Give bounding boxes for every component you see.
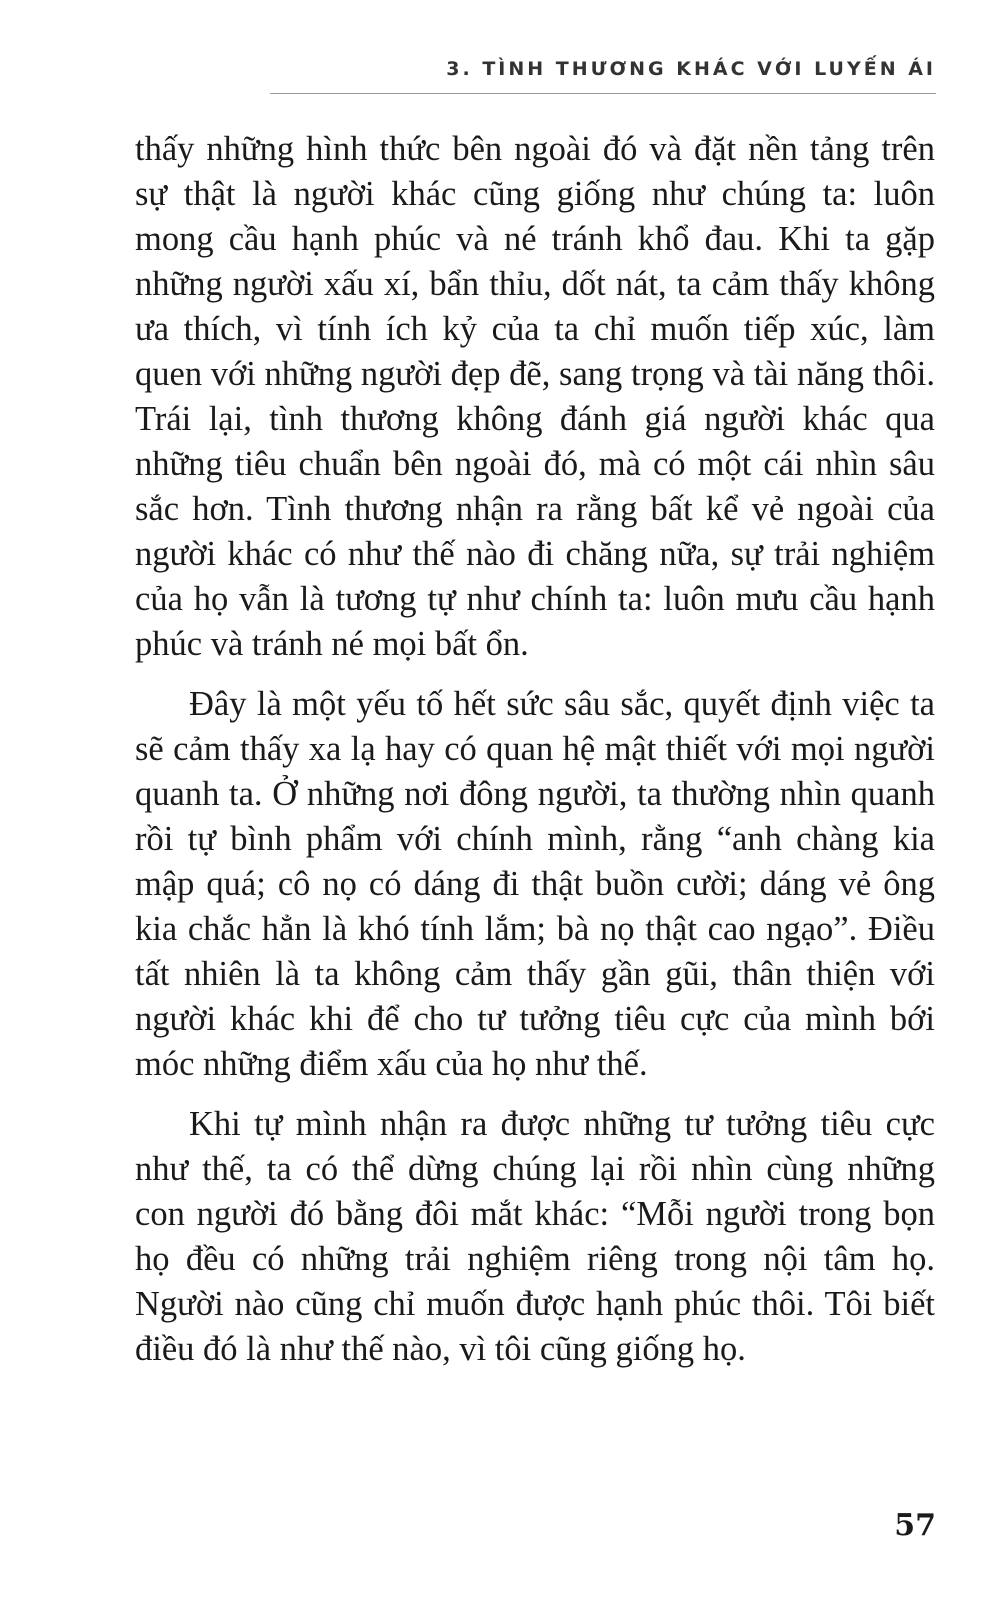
paragraph-1: thấy những hình thức bên ngoài đó và đặt nền tảng trên sự thật là người khác cũng giống như chúng ta: luôn mong cầu hạnh phúc và né tránh khổ đau. Khi ta gặp những người xấu xí, bẩn thỉu, dốt nát, ta cảm thấy không ưa thích, vì tính ích kỷ của ta chỉ muốn tiếp xúc, làm quen với những người đẹp đẽ, sang trọng và tài năng thôi. Trái lại, tình thương không đánh giá người khác qua những tiêu chuẩn bên ngoài đó, mà có một cái nhìn sâu sắc hơn. Tình thương nhận ra rằng bất kể vẻ ngoài của người khác có như thế nào đi chăng nữa, sự trải nghiệm của họ vẫn là tương tự như chính ta: luôn mưu cầu hạnh phúc và tránh né mọi bất ổn.	[135, 130, 935, 663]
paragraph-3: Khi tự mình nhận ra được những tư tưởng tiêu cực như thế, ta có thể dừng chúng lại rồi nhìn cùng những con người đó bằng đôi mắt khác: “Mỗi người trong bọn họ đều có những trải nghiệm riêng trong nội tâm họ. Người nào cũng chỉ muốn được hạnh phúc thôi. Tôi biết điều đó là như thế nào, vì tôi cũng giống họ.	[135, 1105, 935, 1368]
running-header: 3. TÌNH THƯƠNG KHÁC VỚI LUYẾN ÁI	[446, 58, 936, 80]
paragraph-2: Đây là một yếu tố hết sức sâu sắc, quyết định việc ta sẽ cảm thấy xa lạ hay có quan hệ mật thiết với mọi người quanh ta. Ở những nơi đông người, ta thường nhìn quanh rồi tự bình phẩm với chính mình, rằng “anh chàng kia mập quá; cô nọ có dáng đi thật buồn cười; dáng vẻ ông kia chắc hẳn là khó tính lắm; bà nọ thật cao ngạo”. Điều tất nhiên là ta không cảm thấy gần gũi, thân thiện với người khác khi để cho tư tưởng tiêu cực của mình bới móc những điểm xấu của họ như thế.	[135, 685, 935, 1083]
page-number: 57	[894, 1508, 936, 1543]
header-divider	[270, 93, 936, 94]
page-body	[135, 127, 935, 1387]
